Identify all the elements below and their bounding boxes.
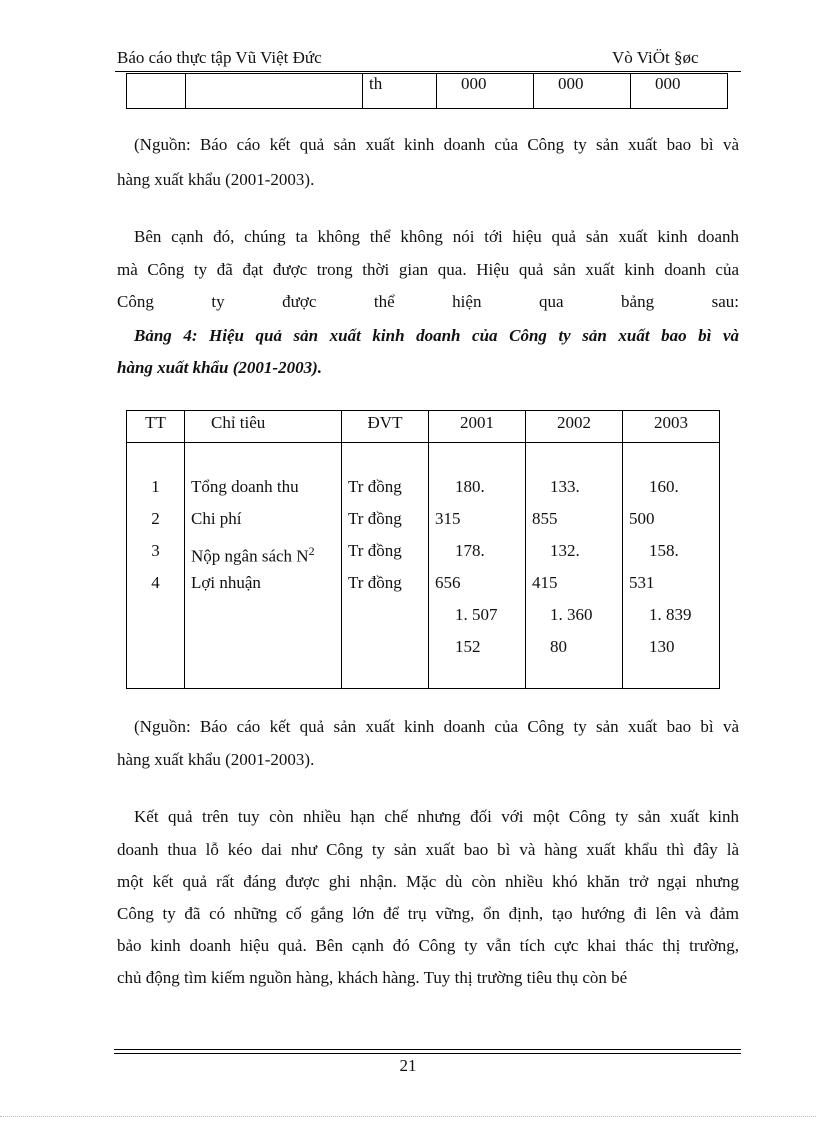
tt-column — [127, 443, 185, 689]
table-cell: Nộp ngân sách N — [191, 546, 309, 566]
word: được — [282, 292, 317, 311]
table-cell: Chi phí — [191, 509, 242, 528]
paragraph-line: mà Công ty đã đạt được trong thời gian qua. Hiệu quả sản xuất kinh doanh của — [117, 260, 739, 279]
table-header-cell: 2003 — [623, 411, 720, 443]
paragraph-line: Công ty đã có những cố gắng lớn để trụ vững, ổn định, tạo hướng đi lên và đảm — [117, 904, 739, 923]
table-cell: 000 — [534, 74, 631, 109]
table-row — [127, 443, 720, 689]
table-header-row — [127, 411, 720, 443]
paragraph-line-justified — [117, 286, 739, 318]
table-cell: 3 — [151, 541, 160, 560]
table-cell: Tr đồng — [348, 477, 402, 496]
table-cell: Tr đồng — [348, 573, 402, 592]
footer-rule — [114, 1053, 741, 1054]
source-note-line: (Nguồn: Báo cáo kết quả sản xuất kinh doanh của Công ty sản xuất bao bì và — [134, 717, 739, 736]
dvt-column — [342, 443, 429, 689]
table-cell: 180. — [455, 477, 485, 496]
page-edge-dotted-line — [0, 1116, 816, 1117]
word: sau: — [711, 292, 739, 311]
word: qua — [538, 292, 564, 311]
header-left-title: Báo cáo thực tập Vũ Việt Đức — [117, 48, 322, 67]
table-header-cell: Chỉ tiêu — [185, 411, 342, 443]
table-cell: 1. 360 — [550, 605, 593, 624]
table-row — [127, 74, 728, 109]
word: bảng — [621, 292, 655, 311]
word: Công — [117, 292, 154, 311]
table-header-cell: 2001 — [429, 411, 526, 443]
table-cell: 000 — [631, 74, 728, 109]
header-rule — [115, 71, 741, 72]
table-caption: Bảng 4: Hiệu quả sản xuất kinh doanh của Công ty sản xuất bao bì và — [134, 326, 739, 345]
table-cell: 160. — [649, 477, 679, 496]
paragraph-line: một kết quả rất đáng được ghi nhận. Mặc dù còn nhiều khó khăn trở ngại nhưng — [117, 872, 739, 891]
table-cell: th — [363, 74, 437, 109]
table-cell: Tổng doanh thu — [191, 477, 299, 496]
table-cell: 158. — [649, 541, 679, 560]
table-cell — [186, 74, 363, 109]
header-right-author: Vò ViÖt §øc — [612, 48, 699, 67]
chi-tieu-column — [185, 443, 342, 689]
year-2001-column — [429, 443, 526, 689]
table-cell: Tr đồng — [348, 509, 402, 528]
table-cell — [127, 74, 186, 109]
results-table — [126, 410, 720, 689]
table-header-cell: ĐVT — [342, 411, 429, 443]
source-note-line: hàng xuất khẩu (2001-2003). — [117, 750, 315, 769]
source-note-line: hàng xuất khẩu (2001-2003). — [117, 170, 315, 189]
table-cell: 531 — [629, 573, 655, 592]
page-number: 21 — [399, 1056, 417, 1075]
word: hiện — [452, 292, 482, 311]
table-cell: 152 — [455, 637, 481, 656]
year-2003-column — [623, 443, 720, 689]
table-cell: 000 — [437, 74, 534, 109]
table-cell: 132. — [550, 541, 580, 560]
source-note-line: (Nguồn: Báo cáo kết quả sản xuất kinh doanh của Công ty sản xuất bao bì và — [134, 135, 739, 154]
superscript: 2 — [308, 544, 315, 558]
table-cell: 2 — [151, 509, 160, 528]
paragraph-line: Kết quả trên tuy còn nhiều hạn chế nhưng đối với một Công ty sản xuất kinh — [134, 807, 739, 826]
table-cell: Lợi nhuận — [191, 573, 261, 592]
paragraph-line: chủ động tìm kiếm nguồn hàng, khách hàng. Tuy thị trường tiêu thụ còn bé — [117, 968, 628, 987]
table-cell: 1. 507 — [455, 605, 498, 624]
footer-rule — [114, 1049, 741, 1050]
table-cell: Tr đồng — [348, 541, 402, 560]
table-cell: 130 — [649, 637, 675, 656]
continued-table — [126, 73, 728, 109]
table-cell: 4 — [151, 573, 160, 592]
table-cell: 500 — [629, 509, 655, 528]
table-header-cell: TT — [127, 411, 185, 443]
table-cell: 855 — [532, 509, 558, 528]
table-cell: 133. — [550, 477, 580, 496]
table-cell: 178. — [455, 541, 485, 560]
year-2002-column — [526, 443, 623, 689]
table-cell: 415 — [532, 573, 558, 592]
word: ty — [211, 292, 225, 311]
table-cell: 315 — [435, 509, 461, 528]
paragraph-line: doanh thua lỗ kéo dai như Công ty sản xuất bao bì và hàng xuất khẩu thì đây là — [117, 840, 739, 859]
table-cell: 656 — [435, 573, 461, 592]
table-cell: 1 — [151, 477, 160, 496]
table-caption: hàng xuất khẩu (2001-2003). — [117, 358, 322, 377]
table-cell-with-sup — [191, 535, 341, 567]
paragraph-line: bảo kinh doanh hiệu quả. Bên cạnh đó Công ty vẫn tích cực khai thác thị trường, — [117, 936, 739, 955]
word: thể — [373, 292, 395, 311]
table-cell: 80 — [550, 637, 567, 656]
table-cell: 1. 839 — [649, 605, 692, 624]
paragraph-line: Bên cạnh đó, chúng ta không thể không nói tới hiệu quả sản xuất kinh doanh — [134, 227, 739, 246]
table-header-cell: 2002 — [526, 411, 623, 443]
